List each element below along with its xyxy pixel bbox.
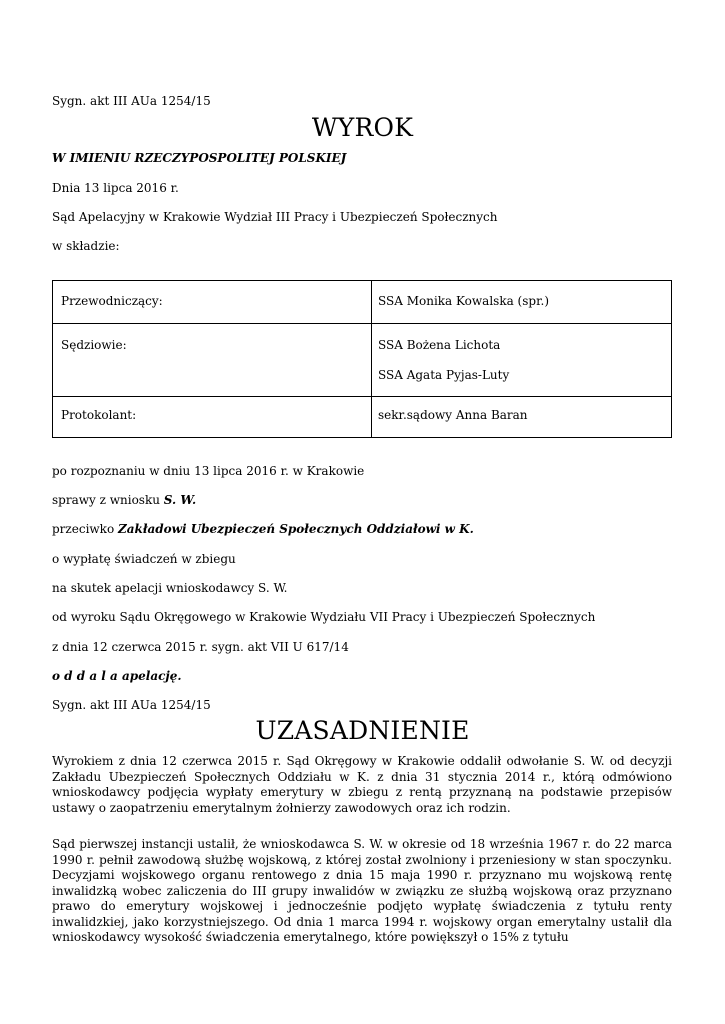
justification-case-signature: Sygn. akt III AUa 1254/15 bbox=[52, 698, 211, 712]
appealed-judgment: od wyroku Sądu Okręgowego w Krakowie Wydziału VII Pracy i Ubezpieczeń Społecznych bbox=[52, 610, 596, 624]
panel-role: Protokolant: bbox=[61, 408, 137, 422]
panel-role: Sędziowie: bbox=[61, 338, 127, 352]
composition-label: w składzie: bbox=[52, 239, 120, 253]
table-row bbox=[53, 281, 672, 324]
panel-role-cell bbox=[53, 397, 372, 438]
panel-name: SSA Agata Pyjas-Luty bbox=[378, 368, 510, 382]
panel-name: sekr.sądowy Anna Baran bbox=[378, 408, 528, 422]
panel-name-cell bbox=[372, 281, 672, 324]
against-prefix: przeciwko bbox=[52, 522, 115, 536]
respondent-line bbox=[52, 522, 474, 536]
court-panel-table bbox=[52, 280, 672, 438]
respondent-name: Zakładowi Ubezpieczeń Społecznych Oddziałowi w K. bbox=[118, 522, 474, 536]
judgment-date: Dnia 13 lipca 2016 r. bbox=[52, 181, 179, 195]
court-name: Sąd Apelacyjny w Krakowie Wydział III Pracy i Ubezpieczeń Społecznych bbox=[52, 210, 498, 224]
justification-title: UZASADNIENIE bbox=[255, 716, 470, 745]
verdict: o d d a l a apelację. bbox=[52, 669, 182, 683]
panel-role-cell bbox=[53, 281, 372, 324]
appeal-line: na skutek apelacji wnioskodawcy S. W. bbox=[52, 581, 288, 595]
justification-paragraph: Sąd pierwszej instancji ustalił, że wnioskodawca S. W. w okresie od 18 września 1967 r. do 22 marca 1990 r. pełnił zawodową służbę wojskową, z której został zwolniony i przeniesiony w stan spoczynku. Decyzjami wojskowego organu rentowego z dnia 15 maja 1990 r. przyznano mu wojskową rentę inwalidzką wobec zaliczenia do III grupy inwalidów w związku ze służbą wojskową oraz przyznano prawo do emerytury wojskowej i jednocześnie podjęto wypłatę świadczenia z tytułu renty inwalidzkiej, jako korzystniejszego. Od dnia 1 marca 1994 r. wojskowy organ emerytalny ustalił dla wnioskodawcy wysokość świadczenia emerytalnego, które powiększył o 15% z tytułu bbox=[52, 837, 672, 944]
panel-name: SSA Monika Kowalska (spr.) bbox=[378, 294, 549, 308]
justification-paragraph: Wyrokiem z dnia 12 czerwca 2015 r. Sąd Okręgowy w Krakowie oddalił odwołanie S. W. od decyzji Zakładu Ubezpieczeń Społecznych Oddziału w K. z dnia 31 stycznia 2014 r., którą odmówiono wnioskodawcy podjęcia wypłaty emerytury w zbiegu z rentą przyznaną na podstawie przepisów ustawy o zaopatrzeniu emerytalnym żołnierzy zawodowych oraz ich rodzin. bbox=[52, 754, 672, 815]
table-row bbox=[53, 397, 672, 438]
panel-name-cell bbox=[372, 397, 672, 438]
panel-role-cell bbox=[53, 324, 372, 397]
case-signature: Sygn. akt III AUa 1254/15 bbox=[52, 94, 211, 108]
judgment-formula: W IMIENIU RZECZYPOSPOLITEJ POLSKIEJ bbox=[52, 151, 347, 165]
case-prefix: sprawy z wniosku bbox=[52, 493, 160, 507]
panel-name-cell bbox=[372, 324, 672, 397]
heard-statement: po rozpoznaniu w dniu 13 lipca 2016 r. w Krakowie bbox=[52, 464, 365, 478]
applicant-name: S. W. bbox=[163, 493, 197, 507]
panel-role: Przewodniczący: bbox=[61, 294, 163, 308]
case-subject: o wypłatę świadczeń w zbiegu bbox=[52, 552, 236, 566]
case-applicant-line bbox=[52, 493, 196, 507]
table-row bbox=[53, 324, 672, 397]
panel-name: SSA Bożena Lichota bbox=[378, 338, 501, 352]
judgment-title: WYROK bbox=[311, 113, 414, 142]
appealed-judgment-date: z dnia 12 czerwca 2015 r. sygn. akt VII U 617/14 bbox=[52, 640, 349, 654]
